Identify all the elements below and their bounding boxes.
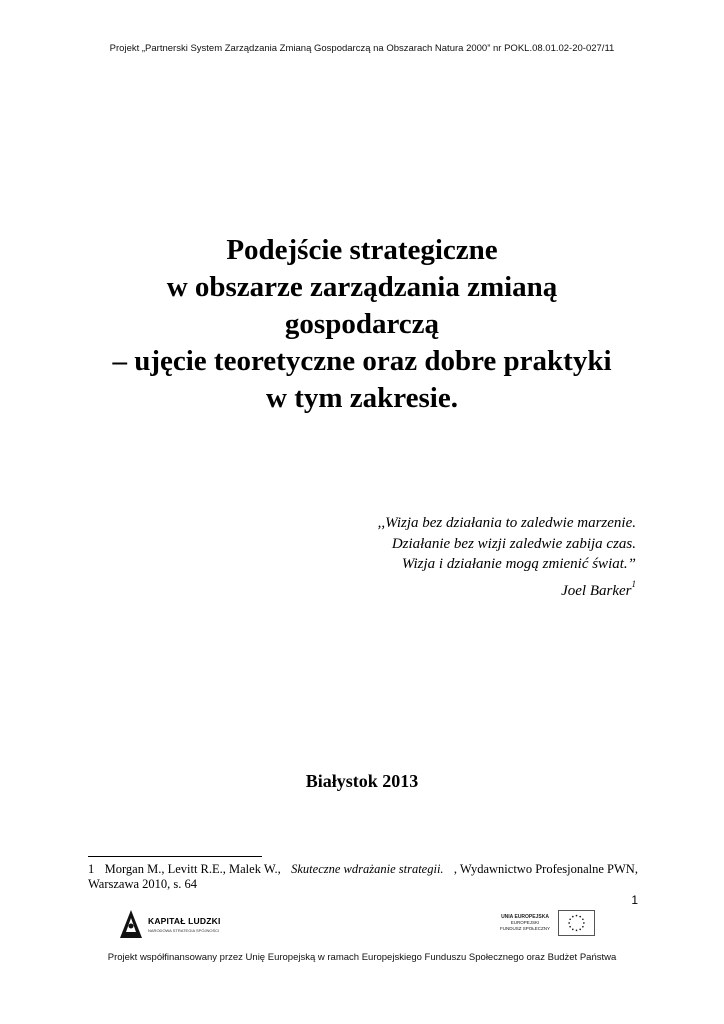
author-name: Joel Barker [561,583,632,599]
footnote-number: 1 [88,862,95,876]
quote-line: Wizja i działanie mogą zmienić świat.” [401,556,636,572]
kapital-ludzki-logo [118,905,221,943]
place-and-year: Białystok 2013 [305,771,419,791]
kapital-ludzki-emblem-icon [118,908,144,940]
quote-line: Działanie bez wizji zaledwie zabija czas. [391,535,636,552]
title-line: w obszarze zarządzania zmianą [166,271,558,303]
footnote-reference[interactable]: 1 [631,579,636,589]
epigraph-quote [378,513,636,575]
running-header: Projekt „Partnerski System Zarządzania Zmianą Gospodarczą na Obszarach Natura 2000” nr POKL.08.01.02-20-027/11 [109,43,615,54]
eu-logo [500,910,595,936]
title-line: w tym zakresie. [266,382,458,414]
eu-line-1: UNIA EUROPEJSKA [501,914,549,920]
eu-line-2: EUROPEJSKI [510,920,540,925]
title-line: Podejście strategiczne [226,234,498,266]
footnote-authors: Morgan M., Levitt R.E., Malek W., [104,862,281,876]
kapital-ludzki-name: KAPITAŁ LUDZKI [148,915,221,926]
title-line: – ujęcie teoretyczne oraz dobre praktyki [112,345,612,377]
footnote-publisher: , Wydawnictwo Profesjonalne PWN, [453,862,638,876]
page-number: 1 [631,893,638,907]
footnote-book-title: Skuteczne wdrażanie strategii. [291,862,444,876]
eu-line-3: FUNDUSZ SPOŁECZNY [500,926,551,931]
kapital-ludzki-subtitle: NARODOWA STRATEGIA SPÓJNOŚCI [148,927,220,933]
document-title [40,232,684,417]
footnote [88,862,638,892]
funding-footer: Projekt współfinansowany przez Unię Europejską w ramach Europejskiego Funduszu Społecznego oraz Budżet Państwa [107,952,617,963]
footnote-line-2: Warszawa 2010, s. 64 [88,877,198,891]
eu-flag-icon [558,910,595,936]
title-line: gospodarczą [284,308,440,340]
quote-line: ,,Wizja bez działania to zaledwie marzenie. [377,515,636,531]
footnote-separator [88,856,262,857]
quote-author [561,581,636,600]
